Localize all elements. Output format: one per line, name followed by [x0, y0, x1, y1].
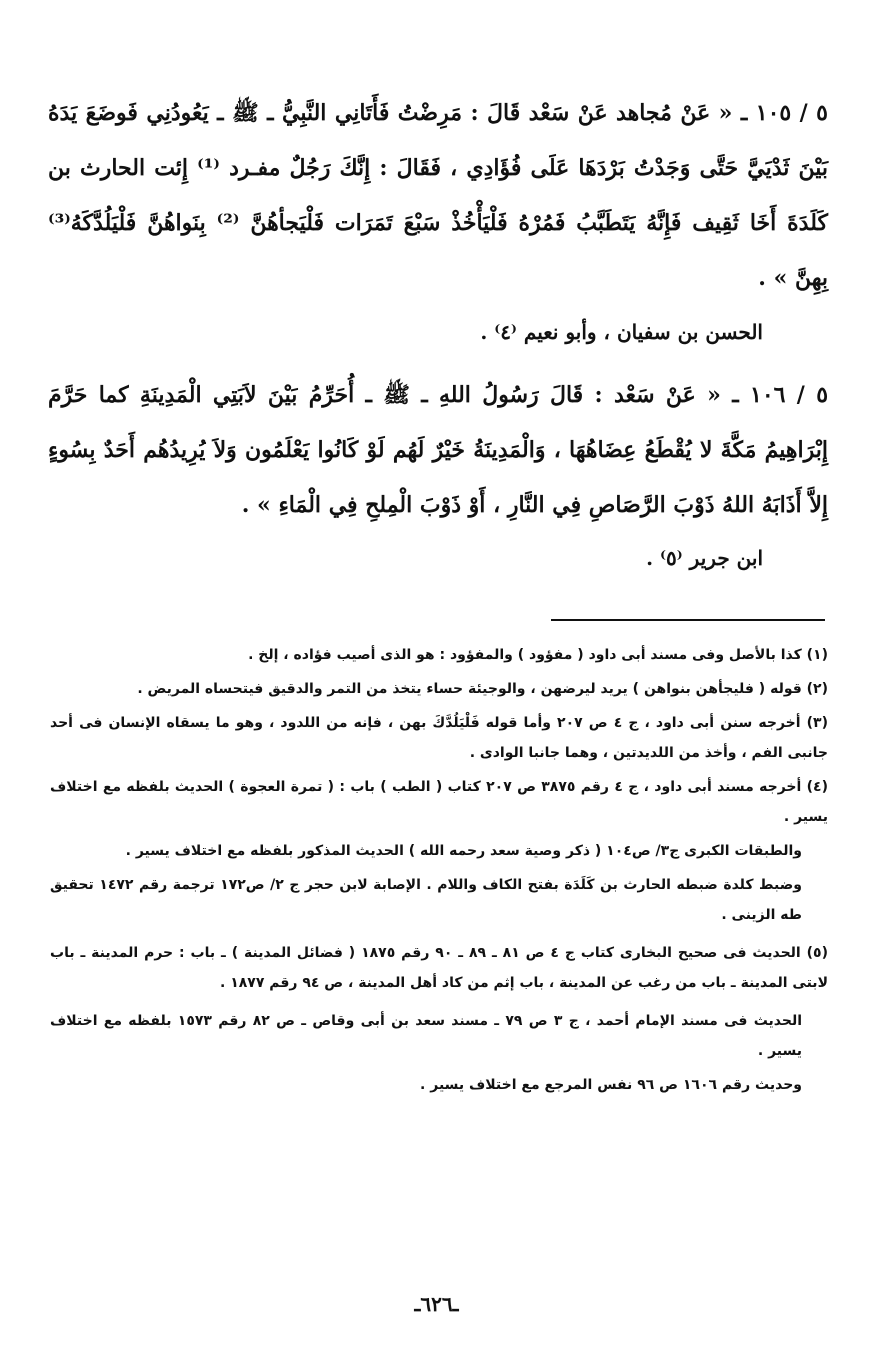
footnote-5: (٥) الحديث فى صحيح البخارى كتاب ج ٤ ص ٨١ ـ ٨٩ ـ ٩٠ رقم ١٨٧٥ ( فضائل المدينة ) ـ باب : حرم المدينة ـ باب لابتى المدينة ـ باب من رغب عن المدينة ، باب إثم من كاد أهل المدينة ، ص ٩٤ رقم ١٨٧٧ .: [50, 945, 828, 991]
footnotes: [50, 640, 828, 1104]
footnote-4-continuation-1: والطبقات الكبرى ج٣/ ص١٠٤ ( ذكر وصية سعد رحمه الله ) الحديث المذكور بلفظه مع اختلاف يسير .: [125, 843, 802, 859]
hadith-106-text: « عَنْ سَعْد : قَالَ رَسُولُ اللهِ ـ ﷺ ـ أُحَرِّمُ بَيْنَ لاَبَتِي الْمَدِينَةِ كما حَرَّمَ إِبْرَاهِيمُ مَكَّةَ لا يُقْطَعُ عِضَاهُهَا ، وَالْمَدِينَةُ خَيْرٌ لَهُم لَوْ كَانُوا يَعْلَمُون وَلاَ يُرِيدُهُم أَحَدٌ بِسُوءٍ إِلاَّ أَذَابَهُ اللهُ ذَوْبَ الرَّصَاصِ فِي النَّارِ ، أَوْ ذَوْبَ الْمِلحِ فِي الْمَاءِ » .: [48, 382, 828, 518]
hadith-106-separator: ـ: [720, 382, 739, 408]
hadith-105-number: ٥ / ١٠٥: [755, 100, 828, 126]
hadith-106-source: ابن جرير ⁽٥⁾ .: [646, 546, 763, 570]
hadith-105-text: « عَنْ مُجاهد عَنْ سَعْد قَالَ : مَرِضْتُ فَأَتَانِي النَّبِيُّ ـ ﷺ ـ يَعُودُنِي فَوضَعَ يَدَهُ بَيْنَ ثَدْيَيَّ حَتَّى وَجَدْتُ بَرْدَهَا عَلَى فُؤَادِي ، فَقَالَ : إِنَّكَ رَجُلٌ مفـرد ⁽¹⁾ إِئت الحارث بن كَلَدَةَ أَخَا ثَقِيف فَإِنَّهُ يَتَطَبَّبُ فَمُرْهُ فَلْيَأْخُذْ سَبْعَ تَمَرَات فَلْيَجأهُنَّ ⁽²⁾ بِنَواهُنَّ فَلْيَلُدَّكَهُ⁽³⁾ بِهِنَّ » .: [48, 100, 829, 291]
footnote-5-continuation-1: الحديث فى مسند الإمام أحمد ، ج ٣ ص ٧٩ ـ مسند سعد بن أبى وقاص ـ ص ٨٢ رقم ١٥٧٣ بلفظه مع اختلاف يسير .: [50, 1013, 803, 1059]
hadith-105: [48, 86, 828, 306]
footnote-2: (٢) قوله ( فليجأهن بنواهن ) يريد ليرضهن ، والوجيئة حساء يتخذ من التمر والدقيق فيتحساه المريض .: [137, 681, 828, 697]
hadith-105-source: الحسن بن سفيان ، وأبو نعيم ⁽٤⁾ .: [480, 320, 763, 344]
hadith-106-number: ٥ / ١٠٦: [750, 382, 829, 408]
hadith-105-separator: ـ: [732, 100, 748, 126]
footnote-4: (٤) أخرجه مسند أبى داود ، ج ٤ رقم ٣٨٧٥ ص ٢٠٧ كتاب ( الطب ) باب : ( تمرة العجوة ) الحديث بلفظه مع اختلاف يسير .: [50, 779, 828, 825]
page-number: ـ٦٢٦ـ: [414, 1292, 459, 1316]
footnote-3: (٣) أخرجه سنن أبى داود ، ج ٤ ص ٢٠٧ وأما قوله فَلْيَلُدَّكَ بهن ، فإنه من اللدود ، وهو ما يسقاه الإنسان فى أحد جانبى الفم ، وأخذ من اللديدتين ، وهما جانبا الوادى .: [50, 715, 828, 761]
footnote-5-continuation-2: وحديث رقم ١٦٠٦ ص ٩٦ نفس المرجع مع اختلاف يسير .: [420, 1077, 802, 1093]
footnote-1: (١) كذا بالأصل وفى مسند أبى داود ( مفؤود ) والمفؤود : هو الذى أصيب فؤاده ، إلخ .: [248, 647, 828, 663]
footnote-4-continuation-2: وضبط كلدة ضبطه الحارث بن كَلَدَة بفتح الكاف واللام . الإصابة لابن حجر ج ٢/ ص١٧٢ ترجمة رقم ١٤٧٢ تحقيق طه الزينى .: [50, 877, 802, 923]
hadith-106: [48, 368, 828, 533]
footnote-divider: [551, 619, 825, 621]
